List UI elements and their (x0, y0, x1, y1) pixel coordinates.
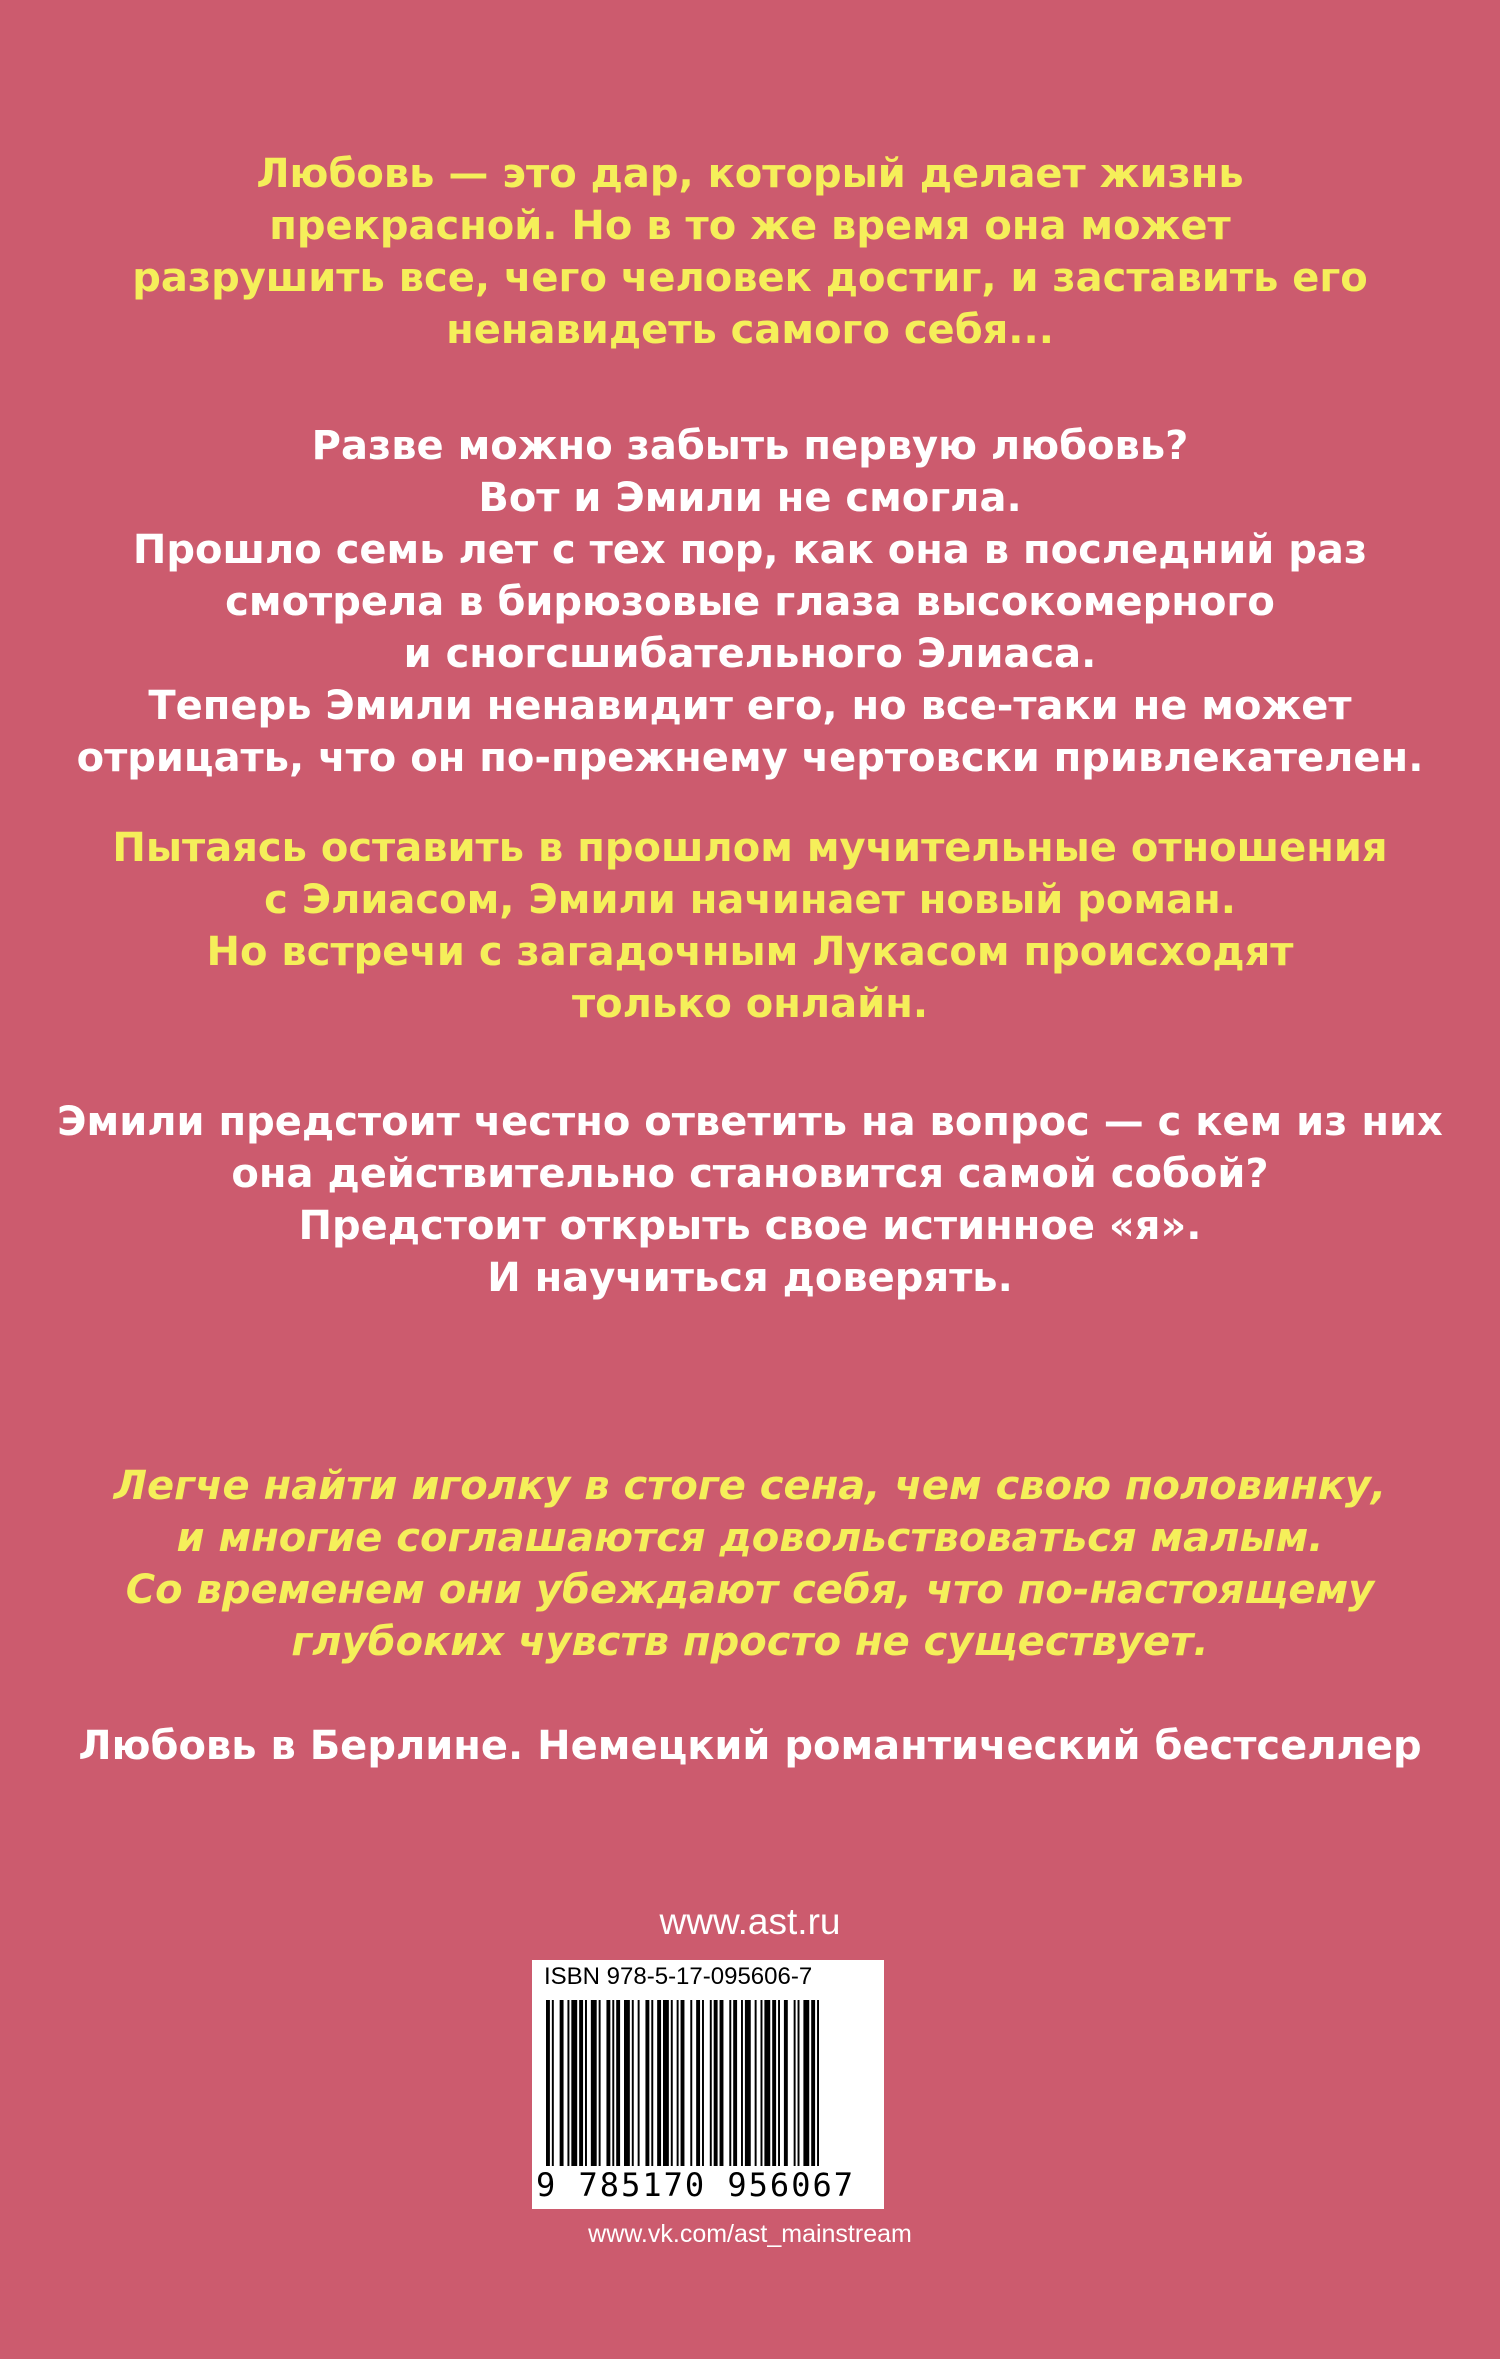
intro-line: разрушить все, чего человек достиг, и заставить его (132, 255, 1368, 301)
barcode-bar (663, 2000, 669, 2166)
plot-line: с Элиасом, Эмили начинает новый роман. (264, 877, 1236, 923)
barcode-bar (579, 2000, 583, 2166)
story-line: Разве можно забыть первую любовь? (311, 423, 1189, 469)
publisher-website[interactable]: www.ast.ru (659, 1901, 841, 1942)
story-line: отрицать, что он по-прежнему чертовски привлекателен. (76, 735, 1424, 781)
plot-line: Но встречи с загадочным Лукасом происходят (206, 929, 1294, 975)
barcode-bar (755, 2000, 757, 2166)
barcode-bar (803, 2000, 809, 2166)
barcode-bar (720, 2000, 724, 2166)
barcode-bar (591, 2000, 597, 2166)
barcode-bar (784, 2000, 788, 2166)
barcode-bar (599, 2000, 601, 2166)
barcode-bar (772, 2000, 776, 2166)
isbn-number: ISBN 978-5-17-095606-7 (544, 1963, 813, 1990)
barcode-bar (567, 2000, 569, 2166)
question-line: Эмили предстоит честно ответить на вопрос — с кем из них (57, 1099, 1443, 1145)
quote-paragraph (0, 1460, 1500, 1668)
barcode-bar (651, 2000, 653, 2166)
quote-line: Легче найти иголку в стоге сена, чем свою половинку, (113, 1463, 1387, 1509)
story-line: Вот и Эмили не смогла. (478, 475, 1022, 521)
barcode-bar (702, 2000, 704, 2166)
intro-line: ненавидеть самого себя... (446, 307, 1054, 353)
barcode-bar (585, 2000, 587, 2166)
barcode-bar (733, 2000, 737, 2166)
story-line: Теперь Эмили ненавидит его, но все-таки не может (148, 683, 1352, 729)
barcode-bar (560, 2000, 564, 2166)
quote-line: Со временем они убеждают себя, что по-настоящему (125, 1567, 1375, 1613)
quote-line: и многие соглашаются довольствоваться малым. (176, 1515, 1324, 1561)
barcode-digits: 9 785170 956067 (536, 2166, 855, 2204)
series-title: Любовь в Берлине. Немецкий романтический бестселлер (78, 1723, 1422, 1769)
barcode-bar (798, 2000, 800, 2166)
barcode-bar (671, 2000, 673, 2166)
barcode-bar (571, 2000, 577, 2166)
barcode-bar (817, 2000, 819, 2166)
barcode-bar (764, 2000, 770, 2166)
barcode-bar (681, 2000, 685, 2166)
question-paragraph (0, 1096, 1500, 1304)
barcode-bar (778, 2000, 780, 2166)
barcode-bar (546, 2000, 550, 2166)
barcode-bar (612, 2000, 614, 2166)
story-paragraph (0, 420, 1500, 784)
barcode-bar (710, 2000, 712, 2166)
barcode-bar (729, 2000, 731, 2166)
barcode-bar (714, 2000, 718, 2166)
barcode-bar (638, 2000, 640, 2166)
story-line: Прошло семь лет с тех пор, как она в последний раз (132, 527, 1368, 573)
quote-line: глубоких чувств просто не существует. (291, 1619, 1209, 1665)
intro-paragraph (0, 148, 1500, 356)
story-line: смотрела в бирюзовые глаза высокомерного (225, 579, 1275, 625)
plot-line: Пытаясь оставить в прошлом мучительные отношения (112, 825, 1388, 871)
barcode-bar (616, 2000, 620, 2166)
barcode-bar (741, 2000, 743, 2166)
question-line: Предстоит открыть свое истинное «я». (298, 1203, 1202, 1249)
barcode-bar (657, 2000, 661, 2166)
barcode-bar (696, 2000, 700, 2166)
question-line: И научиться доверять. (487, 1255, 1013, 1301)
vk-link[interactable]: www.vk.com/ast_mainstream (588, 2220, 912, 2248)
intro-line: прекрасной. Но в то же время она может (269, 203, 1231, 249)
barcode-bar (632, 2000, 634, 2166)
question-line: она действительно становится самой собой? (231, 1151, 1269, 1197)
plot-line: только онлайн. (571, 981, 929, 1027)
barcode-bar (811, 2000, 815, 2166)
barcode-bar (745, 2000, 751, 2166)
isbn-barcode-box (532, 1960, 884, 2209)
barcode-bar (761, 2000, 763, 2166)
barcode-bar (624, 2000, 630, 2166)
plot-paragraph (0, 822, 1500, 1030)
barcode-bar (552, 2000, 554, 2166)
barcode-bar (645, 2000, 649, 2166)
barcode-bar (677, 2000, 679, 2166)
intro-line: Любовь — это дар, который делает жизнь (256, 151, 1244, 197)
barcode-graphic (546, 2000, 868, 2166)
barcode-bar (794, 2000, 796, 2166)
barcode-bar (606, 2000, 610, 2166)
barcode-bar (690, 2000, 692, 2166)
story-line: и сногсшибательного Элиаса. (403, 631, 1097, 677)
